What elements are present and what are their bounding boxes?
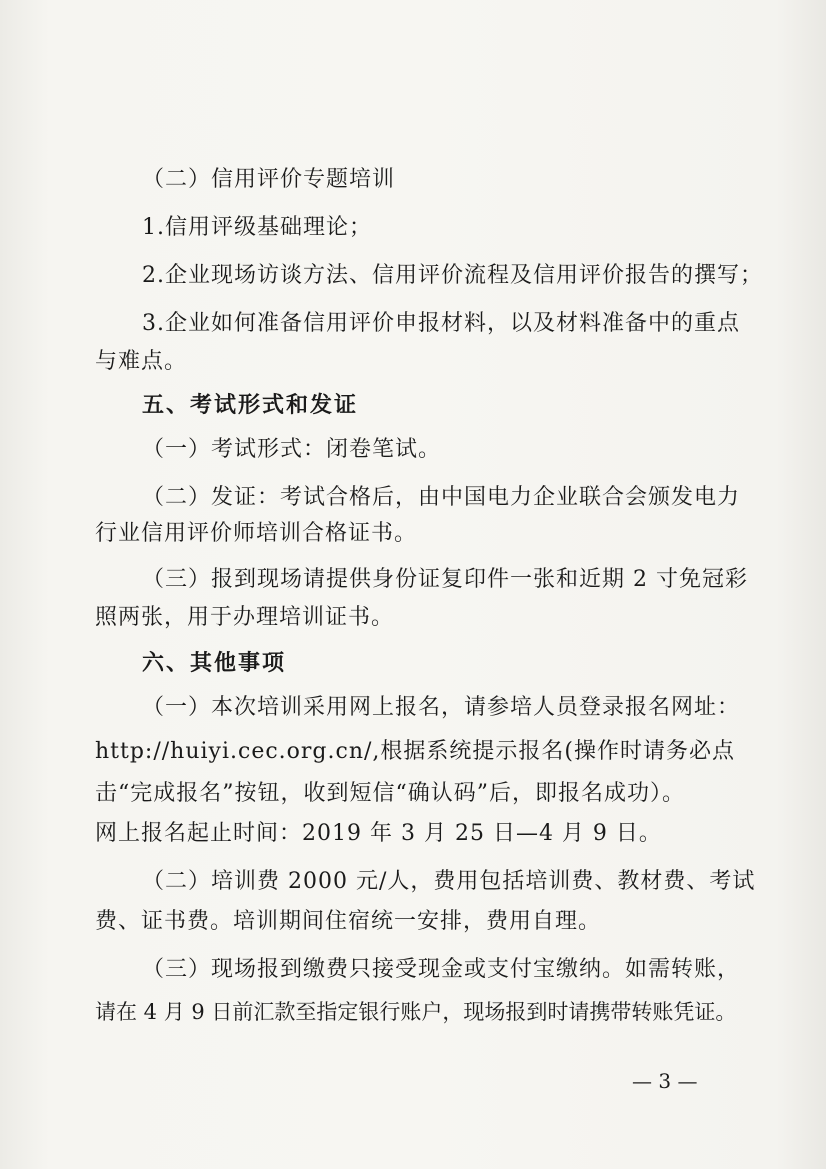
- list-item-application-materials-continued: 与难点。: [95, 349, 188, 374]
- paragraph-payment: （三）现场报到缴费只接受现金或支付宝缴纳。如需转账，: [142, 957, 741, 982]
- paragraph-certificate: （二）发证：考试合格后，由中国电力企业联合会颁发电力: [142, 485, 741, 510]
- page-number: — 3 —: [632, 1069, 698, 1093]
- paragraph-online-registration: （一）本次培训采用网上报名，请参培人员登录报名网址：: [142, 695, 741, 720]
- paragraph-payment-continued: 请在 4 月 9 日前汇款至指定银行账户，现场报到时请携带转账凭证。: [95, 1000, 737, 1024]
- paragraph-registration-period: 网上报名起止时间：2019 年 3 月 25 日—4 月 9 日。: [95, 821, 662, 846]
- paragraph-registration-photos: （三）报到现场请提供身份证复印件一张和近期 2 寸免冠彩: [142, 567, 748, 592]
- paragraph-training-fee-continued: 费、证书费。培训期间住宿统一安排，费用自理。: [95, 909, 602, 934]
- paragraph-training-fee: （二）培训费 2000 元/人，费用包括培训费、教材费、考试: [142, 869, 756, 894]
- paragraph-online-registration-url: http://huiyi.cec.org.cn/,根据系统提示报名(操作时请务必点: [95, 739, 735, 764]
- subsection-heading-credit-evaluation-training: （二）信用评价专题培训: [142, 167, 396, 192]
- paragraph-registration-photos-continued: 照两张，用于办理培训证书。: [95, 605, 395, 630]
- section-heading-exam-and-certificate: 五、考试形式和发证: [142, 393, 359, 418]
- paragraph-certificate-continued: 行业信用评价师培训合格证书。: [95, 521, 418, 546]
- paragraph-exam-format: （一）考试形式：闭卷笔试。: [142, 437, 442, 462]
- paragraph-online-registration-instructions: 击“完成报名”按钮，收到短信“确认码”后，即报名成功）。: [95, 781, 685, 806]
- list-item-application-materials: 3.企业如何准备信用评价申报材料，以及材料准备中的重点: [142, 311, 740, 336]
- list-item-credit-rating-theory: 1.信用评级基础理论；: [142, 215, 372, 240]
- section-heading-other-matters: 六、其他事项: [142, 651, 287, 676]
- list-item-interview-methods: 2.企业现场访谈方法、信用评价流程及信用评价报告的撰写；: [142, 263, 763, 288]
